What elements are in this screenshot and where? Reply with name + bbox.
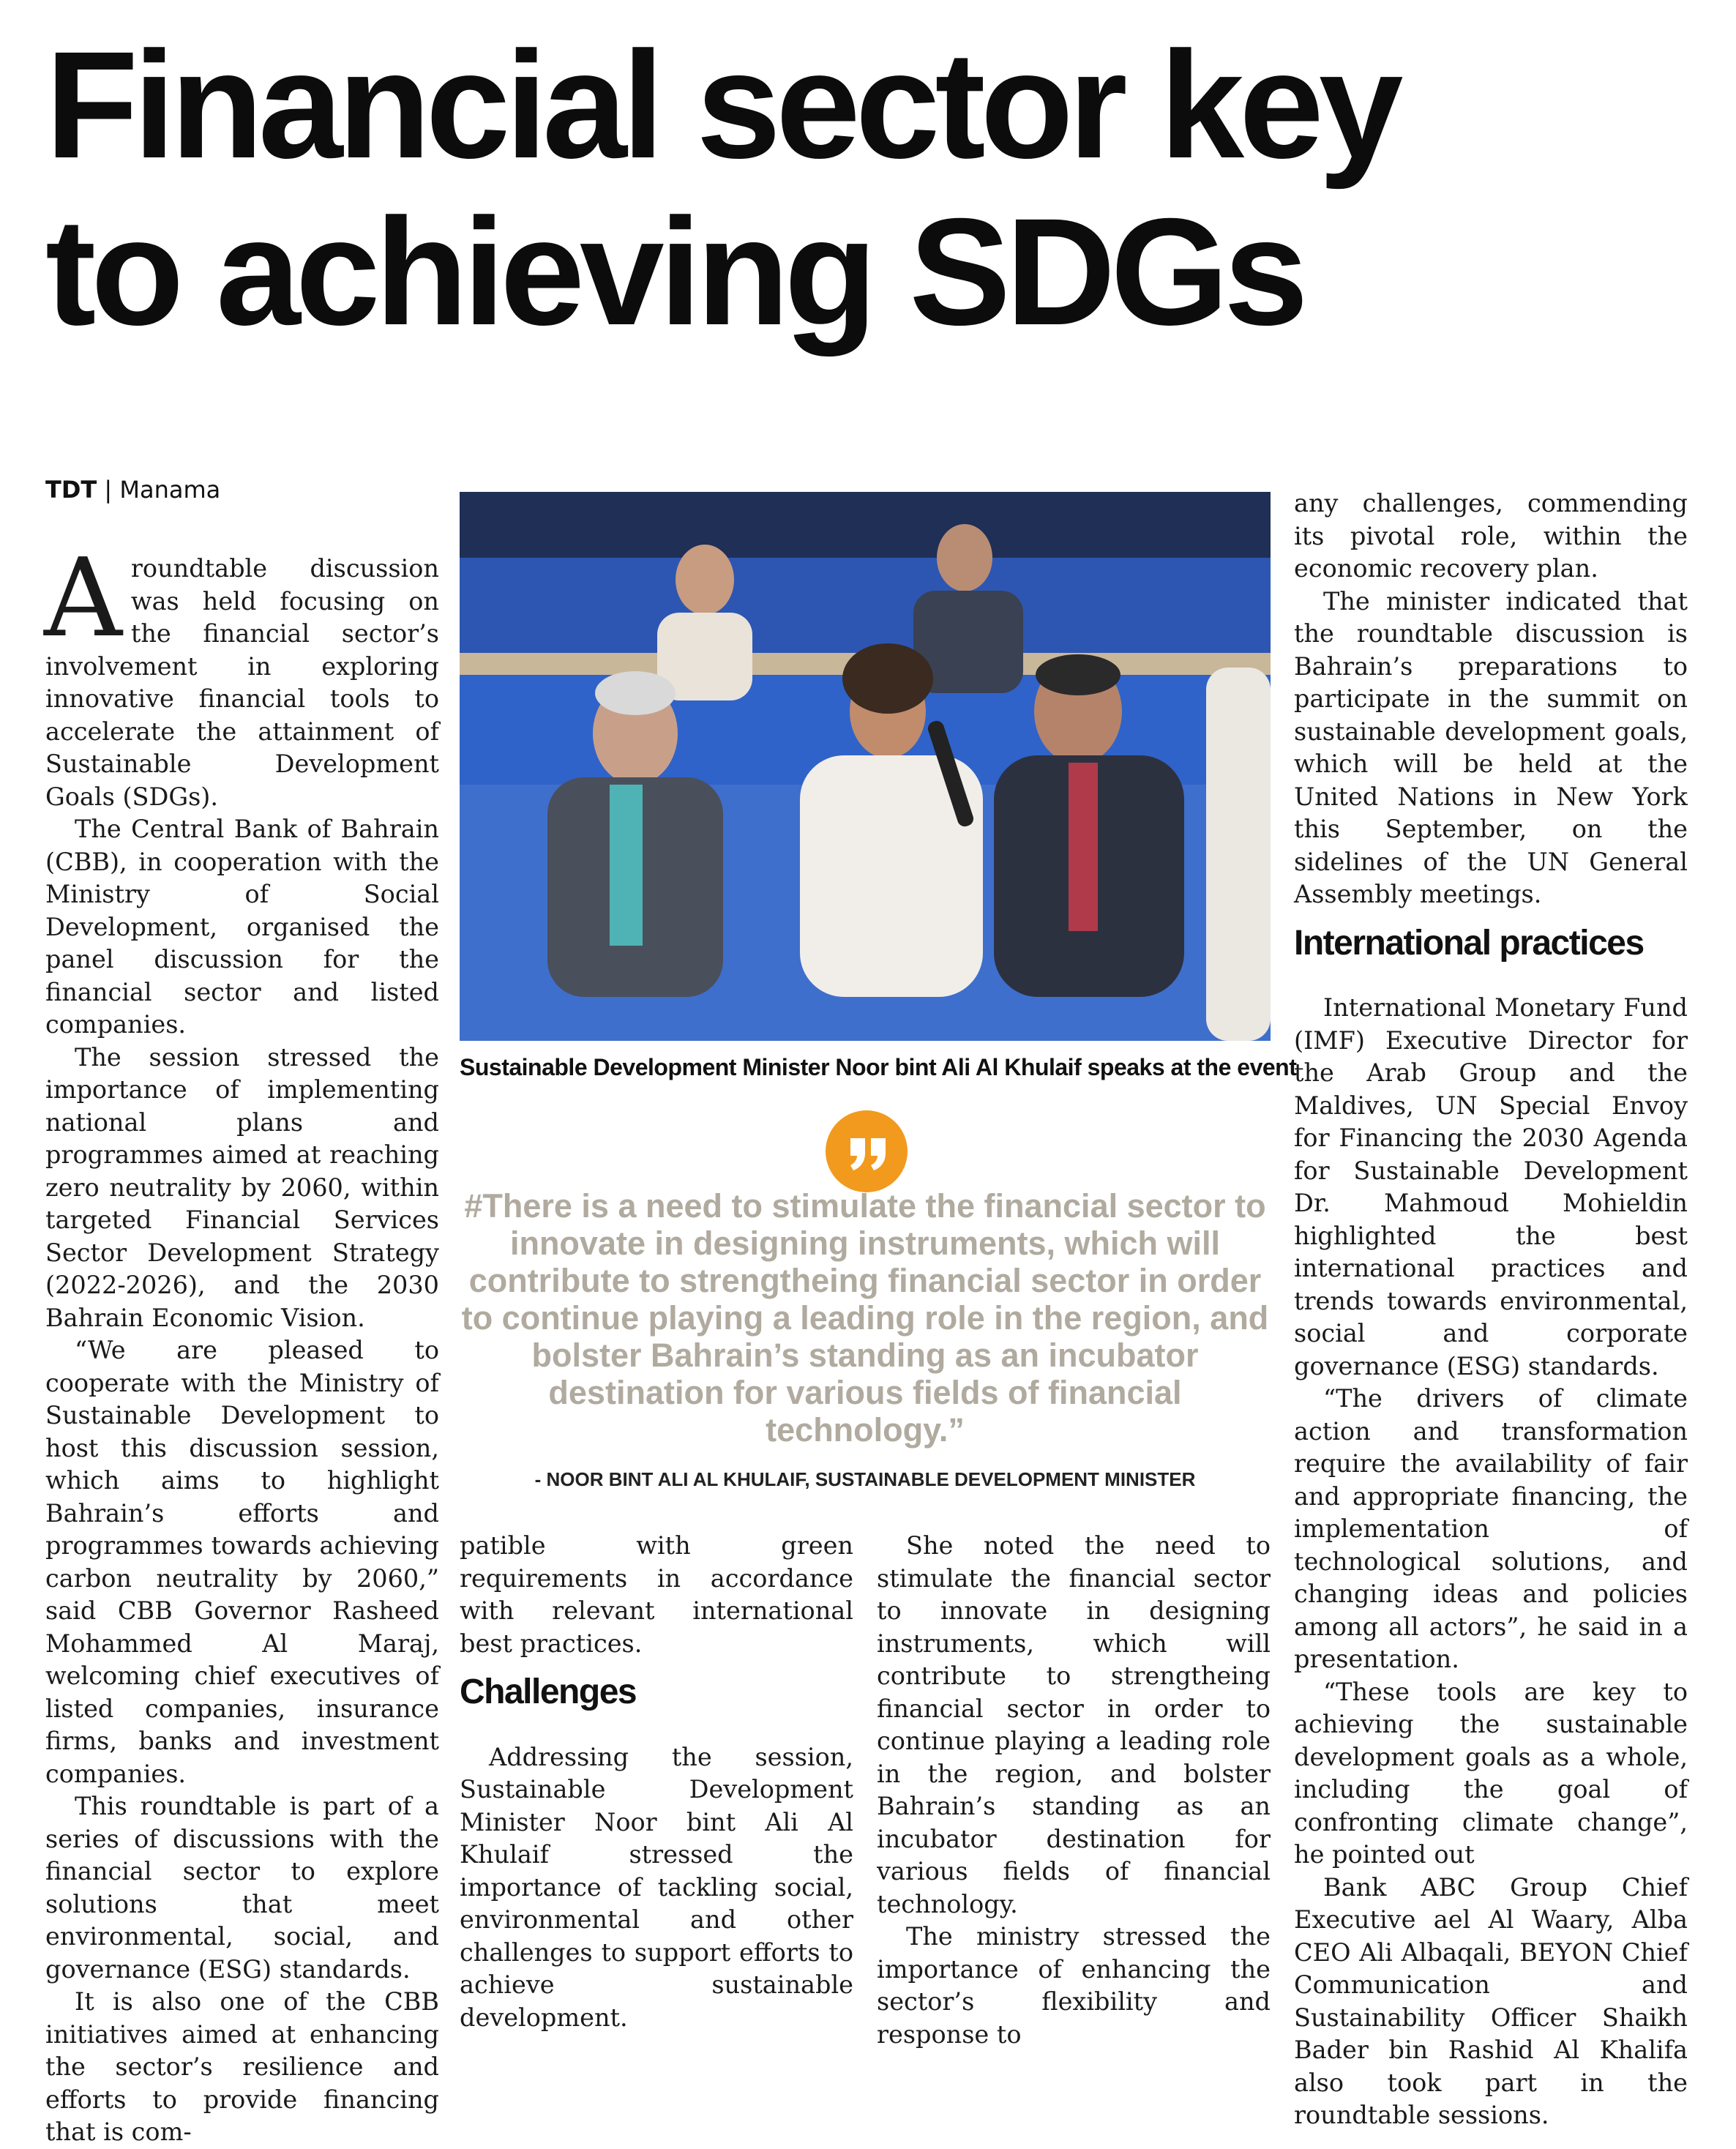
paragraph: patible with green requirements in accordance with relevant international best practices.: [460, 1531, 853, 1658]
quote-mark-icon: [826, 1110, 908, 1192]
paragraph: Bank ABC Group Chief Executive ael Al Waary, Alba CEO Ali Albaqali, BEYON Chief Communication and Sustainability Officer Shaikh Bader bin Rashid Al Khalifa also took part in the roundtable sessions.: [1294, 1872, 1688, 2129]
dateline-separator: |: [97, 476, 120, 504]
pull-quote: #There is a need to stimulate the financial sector to innovate in designing instruments, which will contribute to strengtheing financial sector in order to continue playing a leading role in the region, and bolster Bahrain’s standing as an incubator destination for various fields of financial technology.”: [461, 1187, 1269, 1449]
paragraph: “The drivers of climate action and transformation require the availability of fair and appropriate financing, the implementation of technological solutions, and changing ideas and policies among all actors”, he said in a presentation.: [1294, 1384, 1688, 1673]
paragraph: The ministry stressed the importance of enhancing the sector’s flexibility and response to: [877, 1922, 1271, 2049]
headline-line-2: to achieving SDGs: [45, 187, 1303, 357]
dateline-location: Manama: [119, 476, 221, 504]
article-column-3: [877, 1530, 1271, 2051]
drop-cap: A: [44, 535, 122, 661]
dateline-source: TDT: [45, 476, 97, 504]
dateline: [45, 476, 220, 504]
paragraph: Addressing the session, Sustainable Development Minister Noor bint Ali Al Khulaif stressed the importance of tackling social, environmental and other challenges to support efforts to achieve sustainable development.: [460, 1742, 853, 2032]
paragraph: She noted the need to stimulate the financial sector to innovate in designing instruments, which will contribute to strengtheing financial sector in order to continue playing a leading role in the region, and bolster Bahrain’s standing as an incubator destination for various fields of financial technology.: [877, 1531, 1271, 1918]
event-photo: [460, 492, 1271, 1041]
subheading-challenges: Challenges: [460, 1673, 637, 1711]
paragraph: [44, 535, 439, 813]
paragraph: The minister indicated that the roundtable discussion is Bahrain’s preparations to participate in the summit on sustainable development goals, which will be held at the United Nations in New York this September, on the sidelines of the UN General Assembly meetings.: [1294, 586, 1688, 908]
article-column-2: [460, 1530, 853, 2034]
headline: [45, 22, 1699, 356]
paragraph: International Monetary Fund (IMF) Executive Director for the Arab Group and the Maldives, UN Special Envoy for Financing the 2030 Agenda for Sustainable Development Dr. Mahmoud Mohieldin highlighted the best international practices and trends towards environmental, social and corporate governance (ESG) standards.: [1294, 993, 1688, 1380]
headline-line-1: Financial sector key: [45, 20, 1399, 190]
paragraph: The session stressed the importance of implementing national plans and programmes aimed at reaching zero neutrality by 2060, within targeted Financial Services Sector Development Strategy (2022-2026), and the 2030 Bahrain Economic Vision.: [45, 1042, 439, 1332]
paragraph-text: roundtable discussion was held focusing on the financial sector’s involvement in exploring innovative financial tools to accelerate the attainment of Sustainable Development Goals (SDGs).: [45, 554, 439, 811]
paragraph: This roundtable is part of a series of discussions with the financial sector to explore solutions that meet environmental, social, and governance (ESG) standards.: [45, 1792, 439, 1984]
event-photo-illustration: [460, 492, 1271, 1041]
photo-caption: Sustainable Development Minister Noor bint Ali Al Khulaif speaks at the event: [460, 1054, 1297, 1080]
pull-quote-attribution: - NOOR BINT ALI AL KHULAIF, SUSTAINABLE DEVELOPMENT MINISTER: [534, 1468, 1196, 1490]
paragraph: The Central Bank of Bahrain (CBB), in cooperation with the Ministry of Social Development, organised the panel discussion for the financial sector and listed companies.: [45, 815, 439, 1039]
paragraph: “We are pleased to cooperate with the Ministry of Sustainable Development to host this discussion session, which aims to highlight Bahrain’s efforts and programmes towards achieving carbon neutrality by 2060,” said CBB Governor Rasheed Mohammed Al Maraj, welcoming chief executives of listed companies, insurance firms, banks and investment companies.: [45, 1336, 439, 1788]
subheading-international-practices: International practices: [1294, 923, 1644, 963]
article-column-1: [44, 535, 439, 2149]
paragraph: any challenges, commending its pivotal role, within the economic recovery plan.: [1294, 489, 1688, 583]
article-column-4: [1294, 487, 1688, 2132]
paragraph: “These tools are key to achieving the sustainable development goals as a whole, including the goal of confronting climate change”, he pointed out: [1294, 1677, 1688, 1869]
paragraph: It is also one of the CBB initiatives aimed at enhancing the sector’s resilience and efforts to provide financing that is com-: [45, 1987, 439, 2146]
